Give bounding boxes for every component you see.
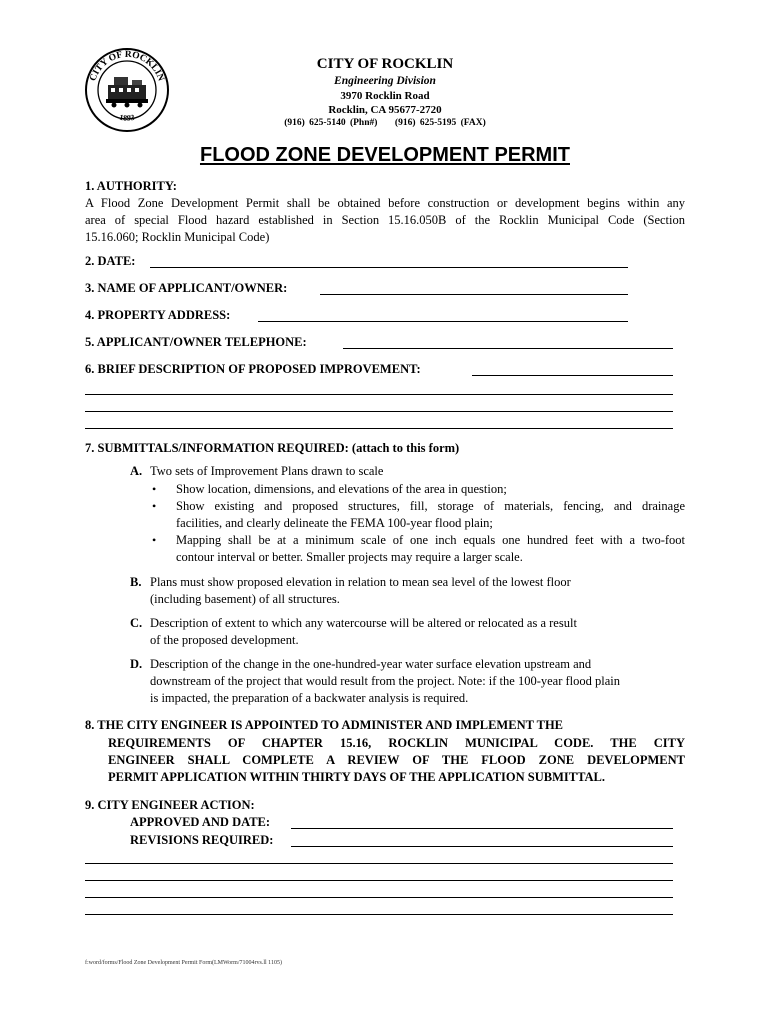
date-label: 2. DATE: xyxy=(85,254,136,268)
item-a-text: Two sets of Improvement Plans drawn to scale xyxy=(150,464,384,478)
item-d-line-2: downstream of the project that would result from the project. Note: if the 100-year flood plain xyxy=(150,674,621,688)
bullet-icon: • xyxy=(152,499,157,513)
description-field-line-3[interactable] xyxy=(85,411,673,412)
contact-numbers xyxy=(200,118,570,128)
revisions-field-line-5[interactable] xyxy=(85,914,673,915)
footer-file-path: f:word/forms/Flood Zone Development Permit Form(LMWorm/71004rvs.ll 1105) xyxy=(85,960,282,966)
authority-heading: 1. AUTHORITY: xyxy=(85,179,177,193)
item-b-letter: B. xyxy=(130,575,142,589)
svg-text:1893: 1893 xyxy=(118,112,136,123)
city-name: CITY OF ROCKLIN xyxy=(316,56,454,72)
revisions-field-line-4[interactable] xyxy=(85,897,673,898)
applicant-name-field[interactable] xyxy=(320,294,628,295)
engineer-notice-line-3: ENGINEER SHALL COMPLETE A REVIEW OF THE FLOOD ZONE DEVELOPMENT xyxy=(108,753,685,767)
city-seal-logo xyxy=(84,47,170,133)
bullet-icon: • xyxy=(152,533,157,547)
submittals-heading: 7. SUBMITTALS/INFORMATION REQUIRED: (attach to this form) xyxy=(85,441,460,455)
item-a-letter: A. xyxy=(130,464,143,478)
engineer-action-heading: 9. CITY ENGINEER ACTION: xyxy=(85,798,255,812)
revisions-field-line-2[interactable] xyxy=(85,863,673,864)
telephone-label: 5. APPLICANT/OWNER TELEPHONE: xyxy=(85,335,307,349)
property-address-label: 4. PROPERTY ADDRESS: xyxy=(85,308,231,322)
engineer-notice-line-2: REQUIREMENTS OF CHAPTER 15.16, ROCKLIN MUNICIPAL CODE. THE CITY xyxy=(108,736,685,750)
item-c-line-1: Description of extent to which any watercourse will be altered or relocated as a result xyxy=(150,616,577,630)
bullet-icon: • xyxy=(152,482,157,496)
revisions-field-line-1[interactable] xyxy=(291,846,673,847)
date-field[interactable] xyxy=(150,267,628,268)
item-c-line-2: of the proposed development. xyxy=(150,633,299,647)
revisions-required-label: REVISIONS REQUIRED: xyxy=(130,833,274,847)
applicant-name-label: 3. NAME OF APPLICANT/OWNER: xyxy=(85,281,288,295)
authority-line-2: area of special Flood hazard established in Section 15.16.050B of the Rocklin Municipal Code (Section xyxy=(85,213,685,227)
description-field-line-1[interactable] xyxy=(472,375,673,376)
city-state-zip: Rocklin, CA 95677-2720 xyxy=(328,104,442,116)
authority-text xyxy=(85,195,685,246)
approved-date-label: APPROVED AND DATE: xyxy=(130,815,271,829)
item-b-line-1: Plans must show proposed elevation in relation to mean sea level of the lowest floor xyxy=(150,575,571,589)
approved-date-field[interactable] xyxy=(291,828,673,829)
item-a-bullet-3: Mapping shall be at a minimum scale of one inch equals one hundred feet with a two-foot xyxy=(176,533,685,547)
fax-number: (916) 625-5195 (FAX) xyxy=(394,118,486,128)
item-a-bullet-1: Show location, dimensions, and elevations of the area in question; xyxy=(176,482,507,496)
engineer-notice-line-4: PERMIT APPLICATION WITHIN THIRTY DAYS OF THE APPLICATION SUBMITTAL. xyxy=(108,770,605,784)
description-label: 6. BRIEF DESCRIPTION OF PROPOSED IMPROVEMENT: xyxy=(85,362,421,376)
item-d-line-1: Description of the change in the one-hundred-year water surface elevation upstream and xyxy=(150,657,592,671)
telephone-field[interactable] xyxy=(343,348,673,349)
svg-text:CITY OF ROCKLIN: CITY OF ROCKLIN xyxy=(88,49,166,83)
item-a-bullet-2-cont: facilities, and clearly delineate the FEMA 100-year flood plain; xyxy=(176,516,493,530)
authority-line-1: A Flood Zone Development Permit shall be obtained before construction or development begins within any xyxy=(85,196,685,210)
description-field-line-2[interactable] xyxy=(85,394,673,395)
phone-number: (916) 625-5140 (Phn#) xyxy=(284,118,378,128)
division-name: Engineering Division xyxy=(334,75,436,87)
item-a-bullet-2: Show existing and proposed structures, fill, storage of materials, fencing, and drainage xyxy=(176,499,685,513)
revisions-field-line-3[interactable] xyxy=(85,880,673,881)
item-b-line-2: (including basement) of all structures. xyxy=(150,592,340,606)
item-d-letter: D. xyxy=(130,657,143,671)
form-title: FLOOD ZONE DEVELOPMENT PERMIT xyxy=(199,144,570,166)
item-d-line-3: is impacted, the preparation of a backwater analysis is required. xyxy=(150,691,469,705)
property-address-field[interactable] xyxy=(258,321,628,322)
description-field-line-4[interactable] xyxy=(85,428,673,429)
engineer-notice-line-1: 8. THE CITY ENGINEER IS APPOINTED TO ADMINISTER AND IMPLEMENT THE xyxy=(85,718,564,732)
street-address: 3970 Rocklin Road xyxy=(340,90,430,102)
item-c-letter: C. xyxy=(130,616,143,630)
authority-line-3: 15.16.060; Rocklin Municipal Code) xyxy=(85,230,270,244)
item-a-bullet-3-cont: contour interval or better. Smaller projects may require a larger scale. xyxy=(176,550,523,564)
